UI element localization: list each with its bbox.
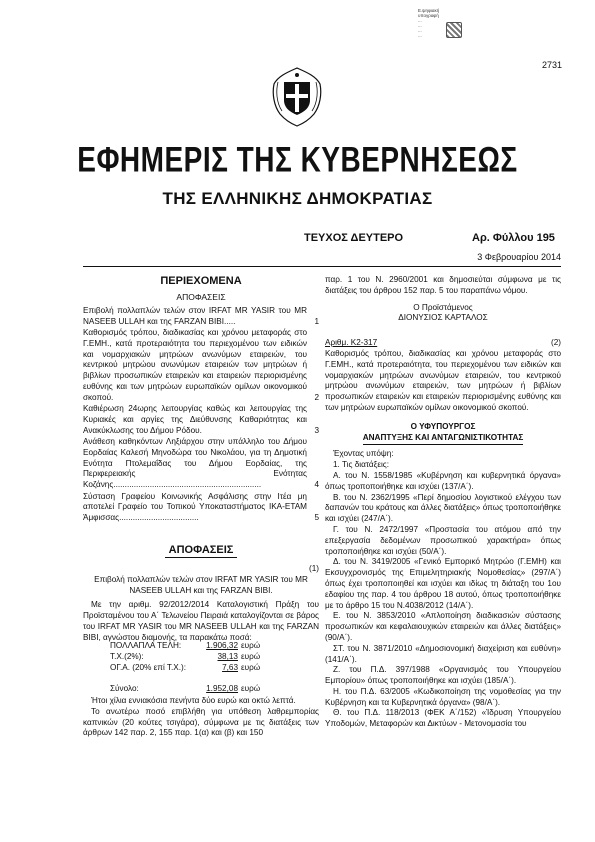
toc-entry[interactable] — [83, 328, 319, 404]
fee-total-row — [110, 684, 310, 695]
legal-clause: Θ. του Π.Δ. 118/2013 (ΦΕΚ Α΄/152) «Ίδρυση Υπουργείου Υποδομών, Μεταφορών και Δικτύων - Μετονομασία του — [325, 708, 561, 729]
act-2-title: Καθορισμός τρόπου, διαδικασίας και χρόνου μεταφοράς στο Γ.ΕΜΗ., κατά προτεραιότητα, του περιεχομένου των ειδικών και νομαρχιακών μητρώων ανωνύμων εταιρειών, του κεντρικού μητρώου ανωνύμων εταιρειών, των μητρώων ή βιβλίων προσωπικών εταιρειών και εταιρειών περιορισμένης ευθύνης και των μητρώων ευρωπαϊκών ομίλων οικονομικού σκοπού. — [325, 348, 561, 412]
fee-label: ΠΟΛΛΑΠΛΑ ΤΕΛΗ: — [110, 641, 182, 650]
page-number: 2731 — [541, 60, 562, 70]
legal-clause: Β. του Ν. 2362/1995 «Περί δημοσίου λογιστικού ελέγχου των δαπανών του κράτους και άλλες διατάξεις» όπως τροποποιήθηκε και ισχύει (247/Α΄). — [325, 492, 561, 524]
issue-label: ΤΕΥΧΟΣ ΔΕΥΤΕΡΟ — [304, 232, 404, 244]
table-of-contents — [83, 306, 319, 524]
legal-clause: Α. του Ν. 1558/1985 «Κυβέρνηση και κυβερνητικά όργανα» όπως τροποποιήθηκε και ισχύει (137/Α΄). — [325, 470, 561, 491]
stamp-line: ... — [418, 33, 422, 38]
signer-role: Ο Προϊστάμενος — [413, 302, 473, 312]
contents-section-title: ΑΠΟΦΑΣΕΙΣ — [176, 292, 226, 302]
legal-clause: Η. του Π.Δ. 63/2005 «Κωδικοποίηση της νομοθεσίας για την Κυβέρνηση και τα Κυβερνητικά όργανα» (98/Α΄). — [325, 686, 561, 707]
act-1-number: (1) — [308, 564, 319, 573]
contents-heading: ΠΕΡΙΕΧΟΜΕΝΑ — [160, 275, 242, 287]
acts-heading: ΑΠΟΦΑΣΕΙΣ — [168, 544, 234, 556]
digital-signature-stamp — [418, 8, 470, 38]
toc-entry-page: 5 — [314, 513, 319, 523]
amount-in-words: Ήτοι χίλια εννιακόσια πενήντα δύο ευρώ και οκτώ λεπτά. — [91, 696, 296, 705]
fees-table — [110, 641, 310, 695]
toc-entry[interactable] — [83, 437, 319, 491]
toc-entry-page: 2 — [314, 392, 319, 402]
toc-entry-text: Ανάθεση καθηκόντων Ληξιάρχου στην υπάλληλο του Δήμου Εορδαίας Καλεσή Μηνοδώρα του Νικολάου, για τη Δημοτική Ενότητα Πτολεμαΐδας του Δήμου Εορδαίας, της Περιφερειακής Ενότητας Κοζάνης................................................................. — [83, 437, 307, 490]
fee-label: Τ.Χ.(2%): — [110, 651, 144, 661]
stamp-seal-icon — [446, 22, 462, 38]
fee-total-value: 1.952,08 — [206, 684, 238, 694]
toc-entry[interactable] — [83, 306, 319, 328]
toc-entry-page: 1 — [314, 316, 319, 326]
signer-name: ΔΙΟΝΥΣΙΟΣ ΚΑΡΤΑΛΟΣ — [398, 313, 488, 323]
fee-total-label: Σύνολο: — [110, 684, 139, 694]
act-1-title: Επιβολή πολλαπλών τελών στον IRFAT MR YASIR του MR NASEEB ULLAH και της FARZAN BIBI. — [94, 574, 308, 595]
act-1-tail: Το ανωτέρω ποσό επιβλήθη για υπόθεση λαθρεμπορίας καπνικών (20 κούτες τσιγάρα), σύμφωνα με τις διατάξεις των άρθρων 142 παρ. 2, 155 παρ. 1(α) και (β) και 150 — [83, 706, 319, 738]
legal-clause: Δ. του Ν. 3419/2005 «Γενικό Εμπορικό Μητρώο (Γ.ΕΜΗ) και Εκσυγχρονισμός της Επιμελητηριακής Νομοθεσίας» (297/Α΄) όπως έχει τροποποιηθεί και ισχύει και ιδίως τη διάταξη του 1ου εδαφίου της παρ. 4 του άρθρου 18 αυτού, όπως τροποποιήθηκε με το άρθρο 15 του Ν.4038/2012 (14/Α΄). — [325, 557, 561, 610]
toc-entry[interactable] — [83, 404, 319, 436]
fee-row — [110, 652, 310, 663]
toc-entry-text: Καθορισμός τρόπου, διαδικασίας και χρόνου μεταφοράς στο Γ.ΕΜΗ., κατά προτεραιότητα του περιεχομένου των ειδικών και νομαρχιακών μητρώων ανωνύμων εταιρειών, του κεντρικού μητρώου ανωνύμων εταιρειών των μητρώων ή βιβλίων προσωπικών εταιρειών και εταιρειών περιορισμένης ευθύνης και των μητρώων ευρωπαϊκών ομίλων οικονομικού σκοπού. — [83, 328, 307, 402]
stamp-line: ... — [418, 18, 422, 23]
fee-row — [110, 663, 310, 674]
minister-title-line-2: ΑΝΑΠΤΥΞΗΣ ΚΑΙ ΑΝΤΑΓΩΝΙΣΤΙΚΟΤΗΤΑΣ — [362, 432, 524, 442]
provisions-label: 1. Τις διατάξεις: — [333, 460, 390, 470]
header-rule — [83, 266, 561, 267]
toc-entry-text: Καθιέρωση 24ωρης λειτουργίας καθώς και λειτουργίας της Κυριακές και αργίες της Διεύθυνσης Καθαριότητας και Ανακύκλωσης του Δήμου Ρόδου. — [83, 404, 307, 435]
fee-unit: ευρώ — [241, 641, 261, 650]
fee-unit: ευρώ — [241, 662, 261, 672]
act-1 — [83, 564, 319, 644]
sheet-number: Αρ. Φύλλου 195 — [472, 232, 555, 244]
stamp-line: υπογραφή — [418, 13, 439, 18]
fee-total-unit: ευρώ — [241, 684, 261, 694]
acts-heading-rule — [165, 557, 237, 558]
fee-value: 1.906,32 — [206, 641, 238, 650]
fee-label: ΟΓ.Α. (20% επί Τ.Χ.): — [110, 662, 187, 672]
fee-row — [110, 641, 310, 652]
right-column — [325, 275, 561, 730]
stamp-line: ... — [418, 28, 422, 33]
issue-date: 3 Φεβρουαρίου 2014 — [477, 252, 561, 262]
gazette-subtitle: ΤΗΣ ΕΛΛΗΝΙΚΗΣ ΔΗΜΟΚΡΑΤΙΑΣ — [162, 189, 433, 208]
act-2-reference: Αριθμ. Κ2-317 — [325, 338, 378, 348]
minister-title-line-1: Ο ΥΦΥΠΟΥΡΓΟΣ — [410, 421, 476, 431]
act-2-ref-line — [325, 338, 561, 349]
toc-entry-text: Σύσταση Γραφείου Κοινωνικής Ασφάλισης στην Ιτέα μη αποτελεί Γραφείο του Τοπικού Υποκαταστήματος ΙΚΑ-ΕΤΑΜ Άμφισσας................................... — [83, 491, 307, 523]
toc-entry-page: 3 — [314, 425, 319, 435]
toc-entry-page: 4 — [314, 480, 319, 490]
stamp-line: Ε.ψηφιακή — [418, 8, 440, 13]
act-1-body: Με την αριθμ. 92/2012/2014 Καταλογιστική Πράξη του Προϊσταμένου του Α΄ Τελωνείου Πειραιά καταλογίζονται σε βάρος του IRFAT MR YASIR του MR NASEEB ULLAH και της FARZAN BIBI, αγνώστου διαμονής, τα παρακάτω ποσά: — [83, 600, 319, 642]
act-2-number: (2) — [550, 338, 561, 348]
legal-clause: Γ. του Ν. 2472/1997 «Προστασία του ατόμου από την επεξεργασία δεδομένων προσωπικού χαρακτήρα» όπως τροποποιήθηκε και ισχύει (50/Α΄). — [325, 524, 561, 556]
toc-entry-text: Επιβολή πολλαπλών τελών στον IRFAT MR YASIR του MR NASEEB ULLAH και της FARZAN BIBI..... — [83, 306, 307, 326]
legal-clause: Ζ. του Π.Δ. 397/1988 «Οργανισμός του Υπουργείου Εμπορίου» όπως τροποποιήθηκε και ισχύει (185/Α΄). — [325, 665, 561, 686]
fee-value: 7,63 — [222, 662, 238, 672]
act-1-continued: παρ. 1 του Ν. 2960/2001 και δημοσιεύται σύμφωνα με τις διατάξεις του άρθρου 152 παρ. 5 του παραπάνω νόμου. — [325, 275, 561, 295]
fee-unit: ευρώ — [241, 651, 261, 661]
gazette-title: ΕΦΗΜΕΡΙΣ ΤΗΣ ΚΥΒΕΡΝΗΣΕΩΣ — [77, 140, 518, 179]
greek-coat-of-arms-icon — [270, 66, 324, 128]
minister-rule — [363, 444, 523, 446]
stamp-line: ... — [418, 23, 422, 28]
toc-entry[interactable] — [83, 492, 319, 524]
fee-value: 38,13 — [217, 651, 238, 661]
considering-label: Έχοντας υπόψη: — [333, 449, 394, 459]
act-1-continuation — [83, 696, 319, 739]
legal-clause: Ε. του Ν. 3853/2010 «Απλοποίηση διαδικασιών σύστασης προσωπικών και κεφαλαιουχικών εταιρειών και άλλες διατάξεις» (90/Α΄). — [325, 611, 561, 642]
legal-clause: ΣΤ. του Ν. 3871/2010 «Δημοσιονομική διαχείριση και ευθύνη» (141/Α΄). — [325, 643, 561, 664]
